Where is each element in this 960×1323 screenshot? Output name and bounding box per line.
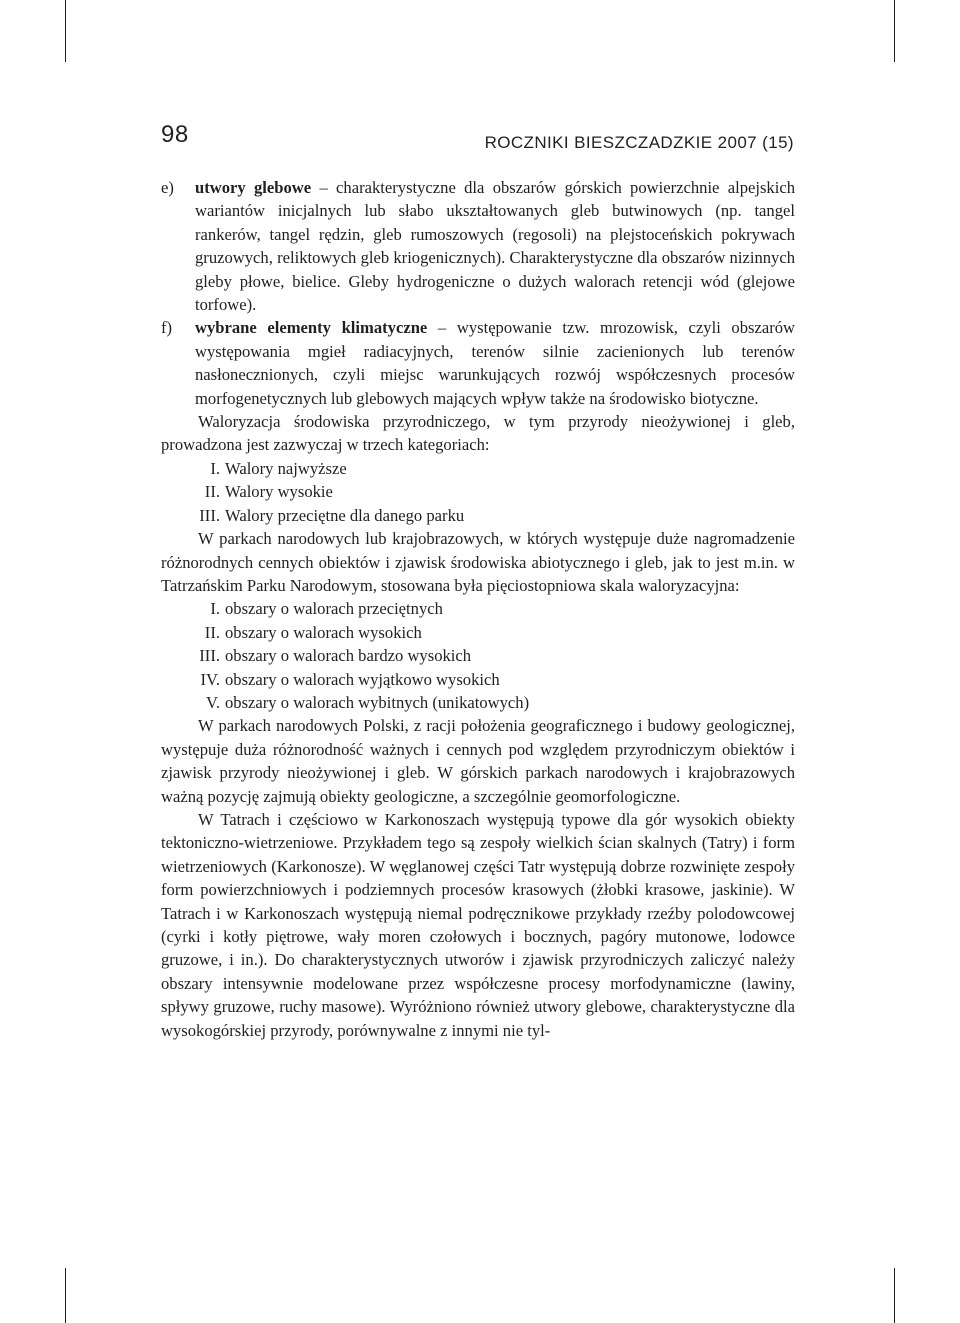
item-label: e) bbox=[161, 178, 174, 197]
list-text: obszary o walorach wysokich bbox=[225, 622, 422, 642]
list-number: I. bbox=[210, 458, 220, 478]
paragraph: W Tatrach i częściowo w Karkonoszach występują typowe dla gór wysokich obiekty tektoniczno-wietrzeniowe. Przykładem tego są zespoły wielkich ścian skalnych (Tatry) i form wietrzeniowych (Karkonosze). W węglanowej części Tatr występują dobrze rozwinięte zespoły form powierzchniowych i podziemnych procesów krasowych (żłobki krasowe, jaskinie). W Tatrach i w Karkonoszach występują niemal podręcznikowe przykłady rzeźby polodowcowej (cyrki i kotły piętrowe, wały moren czołowych i bocznych, pagóry mutonowe, lodowce gruzowe, i in.). Do charakterystycznych utworów i zjawisk przyrodniczych zaliczyć należy obszary intensywnie modelowane przez współczesne procesy morfodynamiczne (lawiny, spływy gruzowe, ruchy masowe). Wyróżniono również utwory glebowe, charakterystyczne dla wysokogórskiej przyrody, porównywalne z innymi nie tyl- bbox=[161, 809, 795, 1040]
list-item-f bbox=[161, 316, 795, 410]
item-text bbox=[195, 316, 795, 410]
item-label: f) bbox=[161, 318, 173, 338]
list-item bbox=[161, 457, 795, 480]
list-item bbox=[161, 504, 795, 527]
scale-list bbox=[161, 597, 795, 714]
paragraph: W parkach narodowych Polski, z racji położenia geograficznego i budowy geologicznej, występuje duża różnorodność ważnych i cennych pod względem przyrodniczym obiektów i zjawisk przyrody nieożywionej i gleb. W górskich parkach narodowych i krajobrazowych ważną pozycję zajmują obiekty geologiczne, a szczególnie geomorfologiczne. bbox=[161, 716, 795, 806]
list-item bbox=[161, 621, 795, 644]
list-number: IV. bbox=[200, 669, 220, 689]
list-item bbox=[161, 691, 795, 714]
crop-mark-top-right bbox=[894, 0, 895, 62]
paragraph: Waloryzacja środowiska przyrodniczego, w tym przyrody nieożywionej i gleb, prowadzona jest zazwyczaj w trzech kategoriach: bbox=[161, 412, 795, 455]
item-term: utwory glebowe bbox=[195, 178, 312, 197]
crop-mark-bottom-right bbox=[894, 1268, 895, 1323]
page-number: 98 bbox=[161, 121, 189, 148]
paragraph: W parkach narodowych lub krajobrazowych, w których występuje duże nagromadzenie różnorodnych cennych obiektów i zjawisk środowiska abiotycznego i gleb, jak to jest m.in. w Tatrzańskim Parku Narodowym, stosowana była pięciostopniowa skala waloryzacyjna: bbox=[161, 529, 795, 595]
list-number: II. bbox=[204, 482, 220, 502]
list-item-e bbox=[161, 176, 795, 316]
list-text: Walory przeciętne dla danego parku bbox=[225, 505, 465, 525]
category-list bbox=[161, 457, 795, 527]
list-item bbox=[161, 597, 795, 620]
page-body bbox=[161, 176, 795, 1042]
list-item bbox=[161, 480, 795, 503]
list-number: III. bbox=[199, 646, 220, 666]
list-text: obszary o walorach przeciętnych bbox=[225, 599, 443, 619]
list-number: I. bbox=[210, 599, 220, 619]
list-text: Walory najwyższe bbox=[225, 458, 347, 478]
item-description: – charakterystyczne dla obszarów górskich powierzchnie alpejskich wariantów inicjalnych lub słabo ukształtowanych gleb butwinowych (np. tangel rankerów, tangel rędzin, gleb rumoszowych (regosoli) na plejstoceńskich pokrywach gruzowych, reliktowych gleb kriogenicznych). Charakterystyczne dla obszarów nizinnych gleby płowe, bielice. Gleby hydrogeniczne o dużych walorach retencji wód (glejowe torfowe). bbox=[195, 178, 796, 315]
item-description: – występowanie tzw. mrozowisk, czyli obszarów występowania mgieł radiacyjnych, terenów silnie zacienionych lub terenów nasłonecznionych, czyli miejsc warunkujących rozwój współczesnych procesów morfogenetycznych lub glebowych mających wpływ także na środowisko biotyczne. bbox=[195, 318, 796, 408]
list-item bbox=[161, 644, 795, 667]
list-text: obszary o walorach bardzo wysokich bbox=[225, 646, 472, 666]
list-text: obszary o walorach wyjątkowo wysokich bbox=[225, 669, 500, 689]
list-text: Walory wysokie bbox=[225, 482, 333, 502]
crop-mark-bottom-left bbox=[65, 1268, 66, 1323]
list-number: II. bbox=[204, 622, 220, 642]
list-number: V. bbox=[206, 692, 220, 712]
item-text bbox=[195, 176, 795, 316]
list-number: III. bbox=[199, 505, 220, 525]
running-title: ROCZNIKI BIESZCZADZKIE 2007 (15) bbox=[484, 133, 794, 152]
item-term: wybrane elementy klimatyczne bbox=[195, 318, 428, 338]
crop-mark-top-left bbox=[65, 0, 66, 62]
list-text: obszary o walorach wybitnych (unikatowych) bbox=[225, 692, 530, 712]
list-item bbox=[161, 668, 795, 691]
